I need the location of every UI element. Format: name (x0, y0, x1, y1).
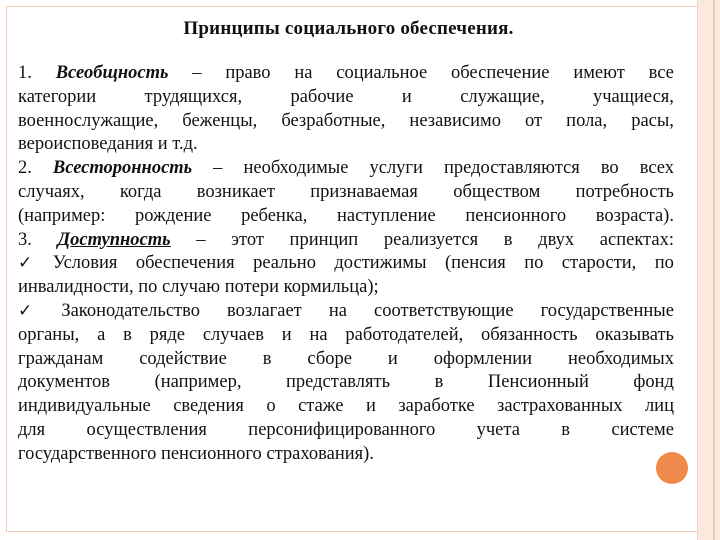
body-line-16: для осуществления персонифицированного учета в системе (18, 419, 674, 440)
body-line-13: гражданам содействие в сборе и оформлении необходимых (18, 348, 674, 369)
decorative-orange-circle (656, 452, 688, 484)
body-line-9: ✓ Условия обеспечения реально достижимы (пенсия по старости, по (18, 252, 674, 276)
checkmark-icon: ✓ (18, 300, 33, 321)
checkmark-icon: ✓ (18, 253, 33, 274)
decorative-side-line (713, 0, 715, 540)
principle-2-term: Всесторонность (52, 158, 193, 179)
body-line-10-text: инвалидности, по случаю потери кормильца); (18, 277, 379, 298)
body-line-8: 3. Доступность – этот принцип реализуется в двух аспектах: (18, 229, 674, 253)
body-line-10 (18, 276, 674, 300)
principle-2-number: 2. (18, 158, 32, 179)
body-line-3: военнослужащие, беженцы, безработные, независимо от пола, расы, (18, 110, 674, 131)
principle-3-number: 3. (18, 229, 32, 250)
body-line-1: 1. Всеобщность – право на социальное обеспечение имеют все (18, 62, 674, 86)
principle-1-number: 1. (18, 63, 32, 83)
principle-1-term: Всеобщность (55, 63, 169, 83)
body-line-6: случаях, когда возникает признаваемая обществом потребность (18, 181, 674, 202)
principle-3-term: Доступность (57, 229, 171, 250)
body-line-17 (18, 443, 674, 467)
body-line-2: категории трудящихся, рабочие и служащие, учащиеся, (18, 86, 674, 107)
decorative-side-band (697, 0, 720, 540)
slide-title: Принципы социального обеспечения. (183, 18, 514, 39)
body-line-15: индивидуальные сведения о стаже и заработке застрахованных лиц (18, 396, 674, 417)
body-line-11: ✓ Законодательство возлагает на соответствующие государственные (18, 300, 674, 324)
body-line-4 (18, 133, 674, 157)
body-line-7: (например: рождение ребенка, наступление пенсионного возраста). (18, 205, 674, 226)
body-line-5: 2. Всесторонность – необходимые услуги предоставляются во всех (18, 157, 674, 181)
body-line-4-text: вероисповедания и т.д. (18, 134, 198, 155)
slide-body (18, 62, 674, 467)
body-line-14: документов (например, представлять в Пенсионный фонд (18, 372, 674, 393)
body-line-17-text: государственного пенсионного страхования). (18, 443, 374, 464)
body-line-12: органы, а в ряде случаев и на работодателей, обязанность оказывать (18, 324, 674, 345)
